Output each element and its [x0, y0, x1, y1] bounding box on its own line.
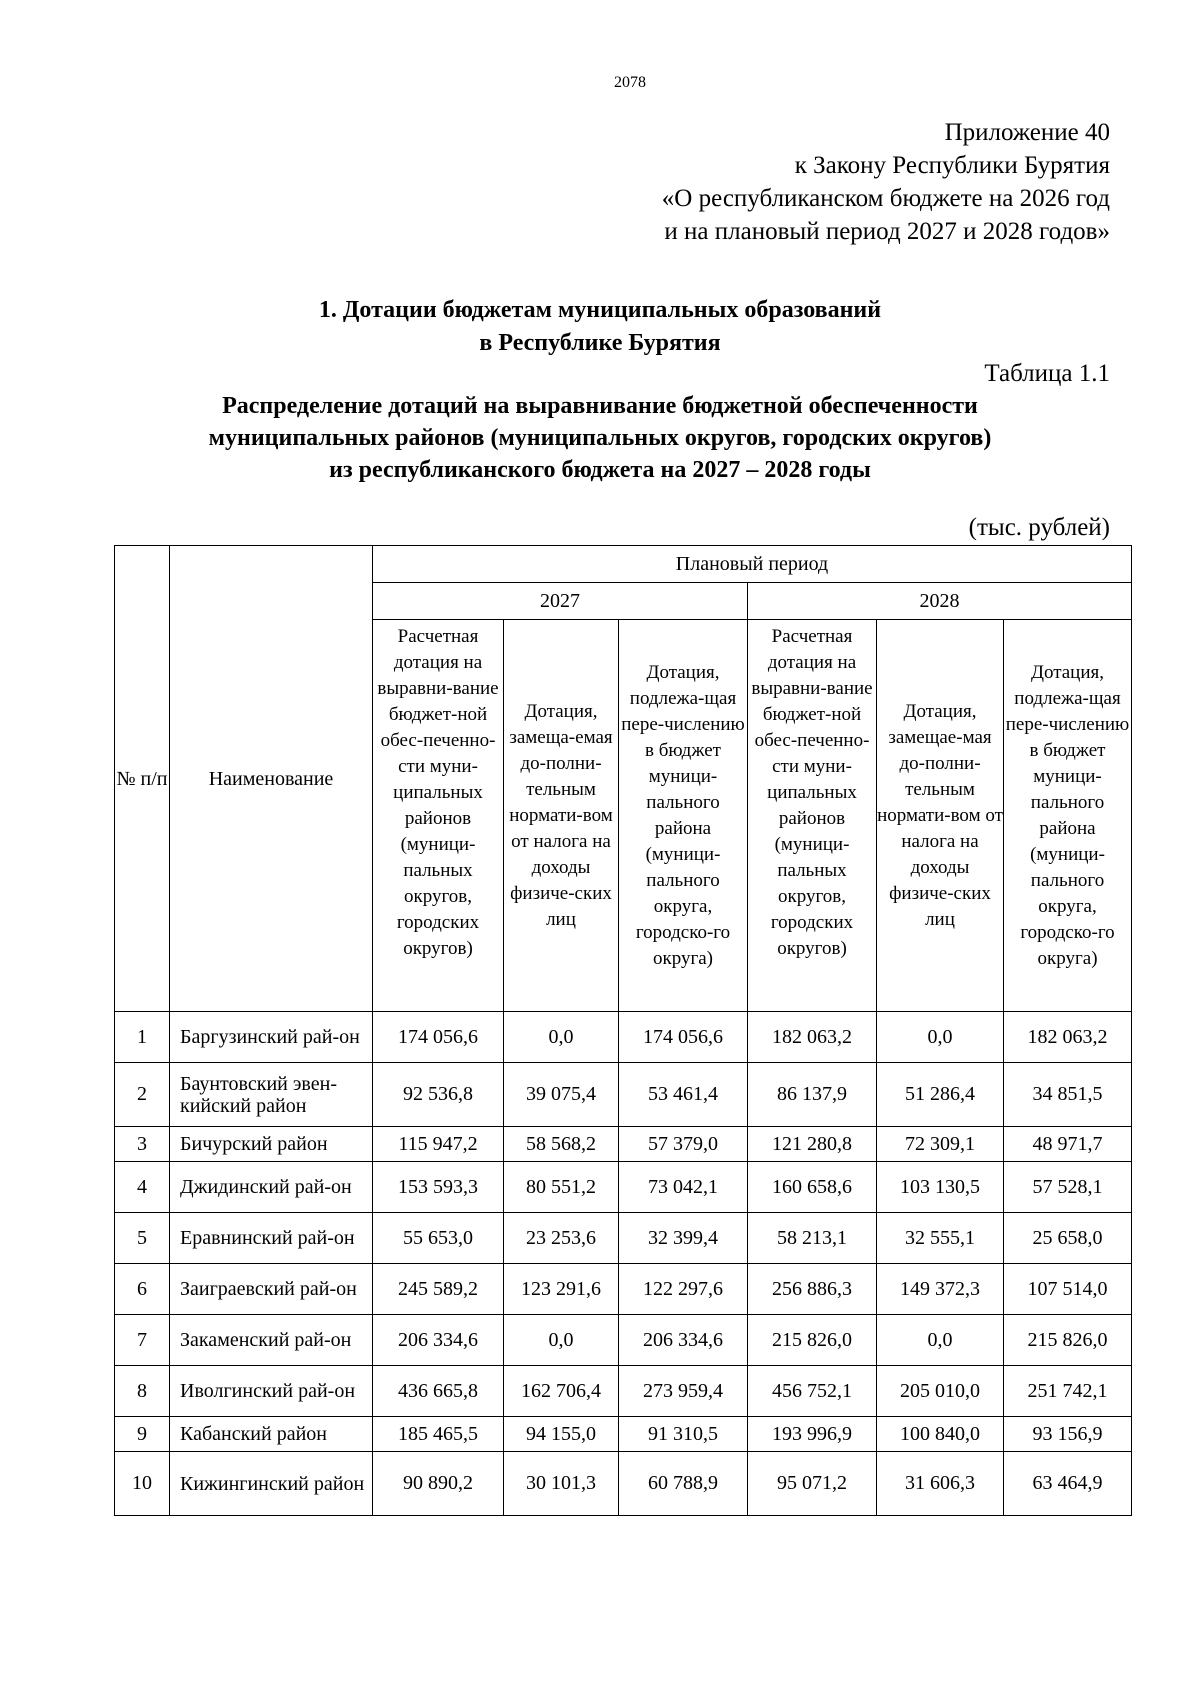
table-title	[0, 390, 1200, 486]
cell-calc-2027: 185 465,5	[373, 1417, 504, 1452]
cell-replaced-2028: 149 372,3	[877, 1264, 1004, 1315]
cell-calc-2028: 193 996,9	[748, 1417, 877, 1452]
cell-transfer-2027: 53 461,4	[619, 1063, 748, 1127]
cell-calc-2027: 436 665,8	[373, 1366, 504, 1417]
cell-replaced-2027: 39 075,4	[504, 1063, 619, 1127]
cell-transfer-2028: 215 826,0	[1004, 1315, 1132, 1366]
row-name: Кижингинский район	[170, 1452, 373, 1516]
section-title-line: 1. Дотации бюджетам муниципальных образований	[318, 297, 882, 323]
table-title-line: муниципальных районов (муниципальных округов, городских округов)	[208, 425, 992, 451]
header-year-2028: 2028	[748, 583, 1132, 620]
table-row	[115, 1315, 1132, 1366]
cell-transfer-2028: 48 971,7	[1004, 1127, 1132, 1162]
cell-replaced-2027: 0,0	[504, 1315, 619, 1366]
table-row	[115, 1213, 1132, 1264]
appendix-line: Приложение 40	[944, 119, 1110, 146]
cell-transfer-2028: 182 063,2	[1004, 1012, 1132, 1063]
cell-transfer-2028: 107 514,0	[1004, 1264, 1132, 1315]
appendix-header	[662, 116, 1110, 248]
table-row	[115, 1417, 1132, 1452]
cell-calc-2028: 215 826,0	[748, 1315, 877, 1366]
appendix-line: к Закону Республики Бурятия	[794, 152, 1110, 179]
cell-replaced-2028: 31 606,3	[877, 1452, 1004, 1516]
row-number: 2	[115, 1063, 170, 1127]
cell-replaced-2028: 72 309,1	[877, 1127, 1004, 1162]
cell-transfer-2027: 57 379,0	[619, 1127, 748, 1162]
cell-transfer-2027: 273 959,4	[619, 1366, 748, 1417]
cell-calc-2028: 58 213,1	[748, 1213, 877, 1264]
table-row	[115, 1127, 1132, 1162]
cell-transfer-2028: 93 156,9	[1004, 1417, 1132, 1452]
table-title-line: Распределение дотаций на выравнивание бюджетной обеспеченности	[222, 393, 978, 419]
row-name: Закаменский рай-он	[170, 1315, 373, 1366]
row-name: Кабанский район	[170, 1417, 373, 1452]
header-replaced-subsidy-2028: Дотация, замещае-мая до-полни-тельным нормати-вом от налога на доходы физиче-ских лиц	[877, 620, 1004, 1012]
row-name: Джидинский рай-он	[170, 1162, 373, 1213]
cell-transfer-2028: 251 742,1	[1004, 1366, 1132, 1417]
cell-calc-2028: 256 886,3	[748, 1264, 877, 1315]
appendix-line: и на плановый период 2027 и 2028 годов»	[664, 218, 1110, 245]
table-number: Таблица 1.1	[984, 360, 1110, 387]
cell-calc-2027: 55 653,0	[373, 1213, 504, 1264]
units-label: (тыс. рублей)	[968, 514, 1110, 541]
row-number: 1	[115, 1012, 170, 1063]
table-row	[115, 1452, 1132, 1516]
row-number: 9	[115, 1417, 170, 1452]
table-row	[115, 1366, 1132, 1417]
header-name: Наименование	[170, 546, 373, 1012]
cell-transfer-2028: 63 464,9	[1004, 1452, 1132, 1516]
section-title-line: в Республике Бурятия	[479, 330, 721, 356]
cell-replaced-2027: 80 551,2	[504, 1162, 619, 1213]
table-row	[115, 1063, 1132, 1127]
header-year-2027: 2027	[373, 583, 748, 620]
table-row	[115, 1162, 1132, 1213]
cell-calc-2027: 245 589,2	[373, 1264, 504, 1315]
header-calc-subsidy-2027: Расчетная дотация на выравни-вание бюджет-ной обес-печенно-сти муни-ципальных районов (муници-пальных округов, городских округов)	[373, 620, 504, 1012]
row-number: 10	[115, 1452, 170, 1516]
cell-calc-2028: 95 071,2	[748, 1452, 877, 1516]
cell-transfer-2027: 91 310,5	[619, 1417, 748, 1452]
table-row	[115, 1264, 1132, 1315]
cell-calc-2027: 92 536,8	[373, 1063, 504, 1127]
header-transfer-subsidy-2028: Дотация, подлежа-щая пере-числению в бюджет муници-пального района (муници-пального округа, городско-го округа)	[1004, 620, 1132, 1012]
page-number: 2078	[614, 74, 646, 91]
cell-transfer-2028: 57 528,1	[1004, 1162, 1132, 1213]
row-name: Иволгинский рай-он	[170, 1366, 373, 1417]
header-replaced-subsidy-2027: Дотация, замеща-емая до-полни-тельным нормати-вом от налога на доходы физиче-ских лиц	[504, 620, 619, 1012]
header-planned-period: Плановый период	[373, 546, 1132, 583]
cell-calc-2027: 90 890,2	[373, 1452, 504, 1516]
cell-transfer-2027: 73 042,1	[619, 1162, 748, 1213]
cell-calc-2028: 456 752,1	[748, 1366, 877, 1417]
cell-replaced-2028: 100 840,0	[877, 1417, 1004, 1452]
cell-replaced-2027: 162 706,4	[504, 1366, 619, 1417]
header-num: № п/п	[115, 546, 170, 1012]
row-name: Баргузинский рай-он	[170, 1012, 373, 1063]
cell-transfer-2027: 206 334,6	[619, 1315, 748, 1366]
cell-transfer-2027: 174 056,6	[619, 1012, 748, 1063]
row-number: 8	[115, 1366, 170, 1417]
cell-transfer-2027: 32 399,4	[619, 1213, 748, 1264]
cell-transfer-2028: 34 851,5	[1004, 1063, 1132, 1127]
table-title-line: из республиканского бюджета на 2027 – 2028 годы	[329, 457, 871, 483]
cell-replaced-2028: 51 286,4	[877, 1063, 1004, 1127]
cell-replaced-2027: 23 253,6	[504, 1213, 619, 1264]
row-number: 4	[115, 1162, 170, 1213]
row-name: Баунтовский эвен-кийский район	[170, 1063, 373, 1127]
cell-calc-2028: 160 658,6	[748, 1162, 877, 1213]
section-title	[0, 294, 1200, 360]
row-number: 6	[115, 1264, 170, 1315]
cell-calc-2028: 182 063,2	[748, 1012, 877, 1063]
cell-calc-2027: 174 056,6	[373, 1012, 504, 1063]
cell-transfer-2027: 122 297,6	[619, 1264, 748, 1315]
cell-calc-2027: 206 334,6	[373, 1315, 504, 1366]
cell-replaced-2027: 58 568,2	[504, 1127, 619, 1162]
cell-replaced-2027: 123 291,6	[504, 1264, 619, 1315]
row-number: 7	[115, 1315, 170, 1366]
row-name: Еравнинский рай-он	[170, 1213, 373, 1264]
cell-transfer-2028: 25 658,0	[1004, 1213, 1132, 1264]
cell-replaced-2028: 0,0	[877, 1315, 1004, 1366]
cell-transfer-2027: 60 788,9	[619, 1452, 748, 1516]
cell-replaced-2028: 0,0	[877, 1012, 1004, 1063]
row-number: 3	[115, 1127, 170, 1162]
cell-calc-2027: 115 947,2	[373, 1127, 504, 1162]
appendix-line: «О республиканском бюджете на 2026 год	[661, 185, 1110, 212]
table-row	[115, 1012, 1132, 1063]
cell-calc-2028: 86 137,9	[748, 1063, 877, 1127]
row-number: 5	[115, 1213, 170, 1264]
cell-calc-2028: 121 280,8	[748, 1127, 877, 1162]
cell-calc-2027: 153 593,3	[373, 1162, 504, 1213]
cell-replaced-2028: 103 130,5	[877, 1162, 1004, 1213]
cell-replaced-2028: 205 010,0	[877, 1366, 1004, 1417]
cell-replaced-2028: 32 555,1	[877, 1213, 1004, 1264]
header-calc-subsidy-2028: Расчетная дотация на выравни-вание бюджет-ной обес-печенно-сти муни-ципальных районов (муници-пальных округов, городских округов)	[748, 620, 877, 1012]
row-name: Заиграевский рай-он	[170, 1264, 373, 1315]
cell-replaced-2027: 30 101,3	[504, 1452, 619, 1516]
subsidy-table	[114, 545, 1132, 1516]
header-transfer-subsidy-2027: Дотация, подлежа-щая пере-числению в бюджет муници-пального района (муници-пального округа, городско-го округа)	[619, 620, 748, 1012]
cell-replaced-2027: 94 155,0	[504, 1417, 619, 1452]
cell-replaced-2027: 0,0	[504, 1012, 619, 1063]
row-name: Бичурский район	[170, 1127, 373, 1162]
